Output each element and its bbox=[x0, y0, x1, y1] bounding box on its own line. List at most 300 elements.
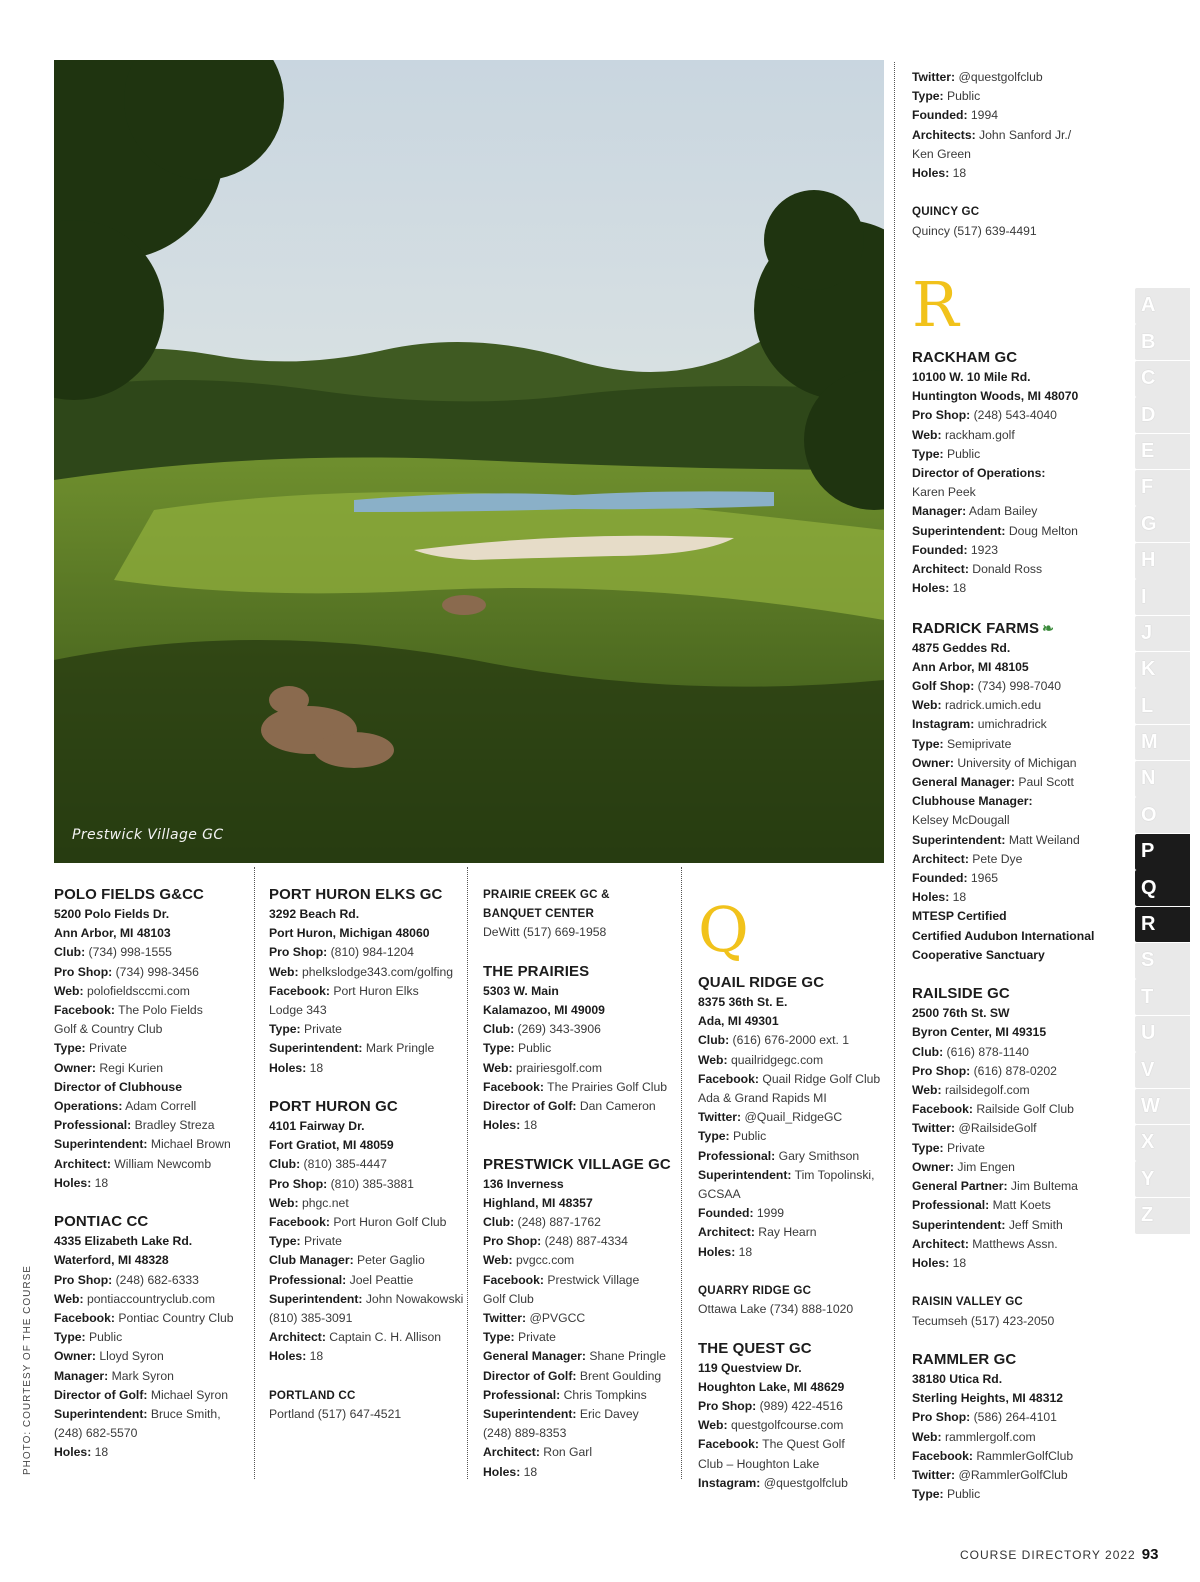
detail-label: Founded: bbox=[912, 108, 968, 123]
detail-line bbox=[483, 1271, 679, 1290]
detail-value: (616) 878-0202 bbox=[970, 1063, 1057, 1078]
directory-column-1 bbox=[54, 885, 254, 1463]
detail-label: Facebook: bbox=[269, 983, 330, 998]
detail-label: Owner: bbox=[54, 1060, 96, 1075]
detail-value: (734) 998-3456 bbox=[112, 964, 199, 979]
detail-line bbox=[54, 1386, 254, 1405]
detail-line bbox=[912, 869, 1127, 888]
course-name-text: PORT HURON ELKS GC bbox=[269, 886, 443, 903]
detail-line bbox=[483, 1039, 679, 1058]
detail-label: Golf Shop: bbox=[912, 679, 975, 694]
detail-value: RammlerGolfClub bbox=[972, 1448, 1074, 1463]
detail-value: DeWitt (517) 669-1958 bbox=[483, 925, 607, 940]
detail-line bbox=[483, 1347, 679, 1366]
detail-line bbox=[698, 1031, 890, 1050]
detail-value: Private bbox=[300, 1234, 342, 1249]
detail-value: Karen Peek bbox=[912, 485, 976, 500]
detail-line bbox=[912, 222, 1127, 241]
tab-f[interactable]: F bbox=[1135, 470, 1190, 506]
tab-h[interactable]: H bbox=[1135, 543, 1190, 579]
detail-value: Brent Goulding bbox=[576, 1368, 662, 1383]
detail-label: Operations: bbox=[54, 1099, 123, 1114]
detail-label: Architect: bbox=[269, 1330, 326, 1345]
detail-value: (810) 984-1204 bbox=[327, 945, 414, 960]
course-name-text: THE QUEST GC bbox=[698, 1339, 812, 1357]
detail-line bbox=[483, 1078, 679, 1097]
detail-line bbox=[54, 1020, 254, 1039]
detail-label: Director of Clubhouse bbox=[54, 1079, 182, 1094]
detail-label: Owner: bbox=[912, 1159, 954, 1174]
detail-value: (248) 682-6333 bbox=[112, 1272, 199, 1287]
course-entry bbox=[269, 1097, 465, 1367]
detail-line bbox=[269, 1039, 465, 1058]
detail-value: quailridgegc.com bbox=[727, 1052, 824, 1067]
detail-value: William Newcomb bbox=[110, 1156, 212, 1171]
detail-line bbox=[912, 406, 1127, 425]
tab-q[interactable]: Q bbox=[1135, 870, 1190, 906]
detail-value: Port Huron Golf Club bbox=[329, 1215, 447, 1230]
course-name: RAISIN VALLEY GC bbox=[912, 1295, 1023, 1309]
detail-line bbox=[912, 87, 1127, 106]
detail-label: Architect: bbox=[912, 562, 969, 577]
detail-value: Gary Smithson bbox=[775, 1148, 860, 1163]
detail-line bbox=[912, 888, 1127, 907]
course-name bbox=[269, 1097, 465, 1117]
detail-line bbox=[912, 1100, 1127, 1119]
detail-line: Port Huron, Michigan 48060 bbox=[269, 926, 430, 941]
detail-line: 5200 Polo Fields Dr. bbox=[54, 907, 170, 921]
detail-label: Twitter: bbox=[912, 70, 956, 84]
detail-value: The Prairies Golf Club bbox=[543, 1079, 668, 1094]
detail-line bbox=[269, 1001, 465, 1020]
detail-label: Club: bbox=[698, 1033, 730, 1048]
course-entry bbox=[54, 885, 254, 1193]
detail-label: Facebook: bbox=[912, 1102, 973, 1117]
detail-value: Bradley Streza bbox=[131, 1118, 215, 1133]
detail-label: Founded: bbox=[698, 1206, 754, 1221]
course-entry bbox=[912, 202, 1127, 240]
detail-line bbox=[698, 1455, 890, 1474]
detail-line bbox=[912, 907, 1127, 926]
detail-label: Holes: bbox=[483, 1118, 521, 1133]
course-entry bbox=[912, 1292, 1127, 1330]
detail-line: 38180 Utica Rd. bbox=[912, 1371, 1003, 1386]
detail-label: Web: bbox=[912, 1083, 942, 1098]
detail-value: @PVGCC bbox=[526, 1311, 586, 1326]
detail-value: Adam Correll bbox=[122, 1099, 197, 1114]
detail-label: Facebook: bbox=[483, 1079, 544, 1094]
detail-line: Huntington Woods, MI 48070 bbox=[912, 389, 1079, 404]
detail-label: Architect: bbox=[912, 1236, 969, 1251]
detail-line bbox=[54, 1174, 254, 1193]
detail-label: Certified Audubon International bbox=[912, 928, 1095, 943]
column-divider bbox=[254, 867, 255, 1479]
detail-value: Mark Syron bbox=[108, 1368, 174, 1383]
detail-line: Highland, MI 48357 bbox=[483, 1195, 593, 1210]
detail-line bbox=[54, 963, 254, 982]
detail-line bbox=[54, 1116, 254, 1135]
detail-value: Railside Golf Club bbox=[972, 1102, 1074, 1117]
detail-value: Public bbox=[514, 1041, 552, 1056]
detail-line bbox=[54, 1328, 254, 1347]
detail-value: Public bbox=[943, 1487, 981, 1502]
detail-line bbox=[698, 1204, 890, 1223]
detail-label: Superintendent: bbox=[912, 832, 1006, 847]
tab-v[interactable]: V bbox=[1135, 1052, 1190, 1088]
tab-d[interactable]: D bbox=[1135, 397, 1190, 433]
detail-line bbox=[698, 1051, 890, 1070]
detail-label: Type: bbox=[483, 1041, 515, 1056]
detail-value: polofieldsccmi.com bbox=[83, 983, 190, 998]
detail-label: Facebook: bbox=[54, 1003, 115, 1018]
detail-line bbox=[912, 677, 1127, 696]
detail-label: Holes: bbox=[269, 1060, 307, 1075]
detail-line bbox=[54, 1135, 254, 1154]
detail-line bbox=[912, 1447, 1127, 1466]
course-name bbox=[912, 984, 1127, 1004]
detail-value: 1994 bbox=[967, 108, 999, 123]
detail-label: Superintendent: bbox=[912, 1217, 1006, 1232]
detail-label: Holes: bbox=[483, 1464, 521, 1479]
detail-line bbox=[483, 1251, 679, 1270]
detail-line bbox=[912, 1119, 1127, 1138]
detail-value: Paul Scott bbox=[1014, 775, 1074, 790]
detail-label: Pro Shop: bbox=[269, 1176, 328, 1191]
detail-line bbox=[698, 1108, 890, 1127]
detail-label: Superintendent: bbox=[483, 1407, 577, 1422]
detail-value: (734) 998-7040 bbox=[974, 679, 1062, 694]
detail-value: @questgolfclub bbox=[760, 1475, 848, 1490]
course-name bbox=[54, 1212, 254, 1232]
detail-value: 1923 bbox=[967, 542, 999, 557]
tab-n[interactable]: N bbox=[1135, 761, 1190, 797]
detail-line bbox=[912, 831, 1127, 850]
tab-c[interactable]: C bbox=[1135, 361, 1190, 397]
detail-label: Type: bbox=[54, 1041, 86, 1056]
detail-label: Club: bbox=[269, 1157, 301, 1172]
detail-value: Lloyd Syron bbox=[95, 1349, 164, 1364]
detail-label: Pro Shop: bbox=[54, 1272, 113, 1287]
detail-line bbox=[269, 1309, 465, 1328]
detail-value: Jim Engen bbox=[953, 1159, 1015, 1174]
detail-label: Twitter: bbox=[912, 1467, 956, 1482]
detail-value: Captain C. H. Allison bbox=[325, 1330, 442, 1345]
course-name bbox=[912, 1350, 1127, 1370]
detail-value: (248) 543-4040 bbox=[970, 408, 1057, 423]
detail-line: Ada, MI 49301 bbox=[698, 1014, 779, 1029]
course-name-text: POLO FIELDS G&CC bbox=[54, 886, 204, 903]
detail-line bbox=[54, 1059, 254, 1078]
detail-label: Professional: bbox=[54, 1118, 132, 1133]
detail-value: Matthews Assn. bbox=[968, 1236, 1058, 1251]
detail-line bbox=[483, 1290, 679, 1309]
detail-line bbox=[483, 1405, 679, 1424]
course-entry bbox=[483, 962, 679, 1136]
detail-value: @RammlerGolfClub bbox=[955, 1467, 1068, 1482]
detail-value: Chris Tompkins bbox=[560, 1387, 647, 1402]
detail-label: Director of Golf: bbox=[483, 1099, 577, 1114]
detail-line: Houghton Lake, MI 48629 bbox=[698, 1379, 845, 1394]
course-name-text: PRESTWICK VILLAGE GC bbox=[483, 1155, 671, 1173]
detail-label: Professional: bbox=[912, 1198, 990, 1213]
course-entry bbox=[912, 1350, 1127, 1504]
detail-label: Superintendent: bbox=[912, 523, 1006, 538]
detail-line: Byron Center, MI 49315 bbox=[912, 1025, 1047, 1040]
tab-y[interactable]: Y bbox=[1135, 1161, 1190, 1197]
detail-label: Type: bbox=[483, 1330, 515, 1345]
tab-k[interactable]: K bbox=[1135, 652, 1190, 688]
tab-s[interactable]: S bbox=[1135, 943, 1190, 979]
detail-label: Type: bbox=[912, 736, 944, 751]
detail-label: General Manager: bbox=[483, 1349, 586, 1364]
detail-label: Type: bbox=[269, 1234, 301, 1249]
tab-e[interactable]: E bbox=[1135, 434, 1190, 470]
detail-label: Club: bbox=[912, 1044, 944, 1059]
detail-value: The Polo Fields bbox=[114, 1003, 203, 1018]
detail-label: Owner: bbox=[912, 755, 954, 770]
detail-line bbox=[912, 1428, 1127, 1447]
detail-value: (248) 889-8353 bbox=[483, 1426, 567, 1441]
detail-line bbox=[54, 1424, 254, 1443]
detail-line: 3292 Beach Rd. bbox=[269, 907, 360, 921]
detail-label: Facebook: bbox=[54, 1311, 115, 1326]
detail-line bbox=[912, 541, 1127, 560]
directory-column-4 bbox=[698, 885, 890, 1493]
detail-line bbox=[483, 1328, 679, 1347]
detail-line bbox=[269, 1213, 465, 1232]
detail-value: @questgolfclub bbox=[955, 70, 1043, 84]
detail-value: umichradrick bbox=[974, 717, 1047, 732]
tab-i[interactable]: I bbox=[1135, 579, 1190, 615]
course-entry bbox=[54, 1212, 254, 1462]
detail-line bbox=[912, 1043, 1127, 1062]
detail-value: Pontiac Country Club bbox=[114, 1311, 234, 1326]
detail-value: (810) 385-4447 bbox=[300, 1157, 387, 1172]
tab-r[interactable]: R bbox=[1135, 907, 1190, 943]
course-name: PRAIRIE CREEK GC & bbox=[483, 888, 610, 901]
detail-label: Web: bbox=[698, 1052, 728, 1067]
section-letter: Q bbox=[698, 893, 749, 966]
detail-value: Mark Pringle bbox=[362, 1041, 435, 1056]
tab-j[interactable]: J bbox=[1135, 616, 1190, 652]
detail-value: Matt Weiland bbox=[1005, 832, 1080, 847]
detail-line: 119 Questview Dr. bbox=[698, 1360, 802, 1375]
detail-line bbox=[698, 1070, 890, 1089]
detail-line bbox=[912, 1216, 1127, 1235]
detail-line bbox=[912, 1196, 1127, 1215]
detail-value: Peter Gaglio bbox=[353, 1253, 425, 1268]
detail-value: Ray Hearn bbox=[754, 1225, 817, 1240]
course-name-text: THE PRAIRIES bbox=[483, 962, 590, 980]
detail-label: Type: bbox=[54, 1330, 86, 1345]
detail-line bbox=[269, 1059, 465, 1078]
detail-label: Holes: bbox=[912, 166, 950, 181]
course-entry bbox=[698, 1281, 890, 1319]
detail-label: Founded: bbox=[912, 542, 968, 557]
detail-line bbox=[269, 1347, 465, 1366]
detail-line: 4335 Elizabeth Lake Rd. bbox=[54, 1234, 193, 1249]
detail-label: Web: bbox=[912, 1429, 942, 1444]
detail-line bbox=[483, 1020, 679, 1039]
detail-line bbox=[912, 164, 1127, 183]
column-divider bbox=[894, 62, 895, 1479]
detail-label: Pro Shop: bbox=[912, 408, 971, 423]
course-entry bbox=[912, 984, 1127, 1273]
detail-line bbox=[269, 1271, 465, 1290]
detail-label: Professional: bbox=[269, 1272, 347, 1287]
detail-label: Director of Golf: bbox=[483, 1368, 577, 1383]
course-name-text: PONTIAC CC bbox=[54, 1213, 149, 1231]
tab-o[interactable]: O bbox=[1135, 797, 1190, 833]
detail-value: 18 bbox=[520, 1464, 538, 1479]
detail-line bbox=[54, 1405, 254, 1424]
detail-label: Web: bbox=[698, 1418, 728, 1433]
detail-value: Jeff Smith bbox=[1005, 1217, 1063, 1232]
detail-value: Port Huron Elks bbox=[329, 983, 419, 998]
detail-value: Semiprivate bbox=[943, 736, 1012, 751]
detail-line bbox=[698, 1089, 890, 1108]
detail-line bbox=[912, 445, 1127, 464]
detail-line bbox=[698, 1127, 890, 1146]
tab-b[interactable]: B bbox=[1135, 324, 1190, 360]
detail-line bbox=[912, 579, 1127, 598]
tab-t[interactable]: T bbox=[1135, 979, 1190, 1015]
detail-value: John Sanford Jr./ bbox=[975, 127, 1072, 142]
detail-line bbox=[912, 68, 1127, 87]
tab-a[interactable]: A bbox=[1135, 288, 1190, 324]
tab-x[interactable]: X bbox=[1135, 1125, 1190, 1161]
detail-line bbox=[483, 1116, 679, 1135]
detail-value: Public bbox=[85, 1330, 123, 1345]
detail-value: Ada & Grand Rapids MI bbox=[698, 1091, 827, 1106]
detail-line: Kalamazoo, MI 49009 bbox=[483, 1003, 605, 1017]
detail-line bbox=[912, 483, 1127, 502]
detail-value: Kelsey McDougall bbox=[912, 813, 1010, 828]
course-name: PORTLAND CC bbox=[269, 1388, 356, 1402]
detail-value: Ken Green bbox=[912, 146, 971, 161]
detail-value: Ron Garl bbox=[539, 1445, 593, 1460]
detail-value: Shane Pringle bbox=[585, 1349, 666, 1364]
detail-label: Facebook: bbox=[698, 1071, 759, 1086]
detail-line bbox=[912, 773, 1127, 792]
tab-l[interactable]: L bbox=[1135, 688, 1190, 724]
detail-line bbox=[912, 1466, 1127, 1485]
detail-line: 2500 76th St. SW bbox=[912, 1006, 1010, 1021]
detail-value: prairiesgolf.com bbox=[512, 1060, 602, 1075]
course-entry bbox=[912, 68, 1127, 183]
detail-label: Pro Shop: bbox=[483, 1234, 542, 1249]
detail-value: Dan Cameron bbox=[576, 1099, 656, 1114]
detail-line bbox=[698, 1243, 890, 1262]
detail-line bbox=[912, 464, 1127, 483]
detail-value: John Nowakowski bbox=[362, 1291, 464, 1306]
detail-label: Twitter: bbox=[483, 1311, 527, 1326]
detail-label: Type: bbox=[912, 446, 944, 461]
photo-credit: PHOTO: COURTESY OF THE COURSE bbox=[22, 1265, 33, 1475]
detail-value: Quail Ridge Golf Club bbox=[758, 1071, 881, 1086]
detail-value: University of Michigan bbox=[953, 755, 1077, 770]
detail-value: Golf Club bbox=[483, 1291, 534, 1306]
course-entry bbox=[269, 885, 465, 1078]
detail-label: Superintendent: bbox=[54, 1407, 148, 1422]
detail-value: Private bbox=[514, 1330, 556, 1345]
course-name bbox=[698, 1339, 890, 1359]
course-name: QUINCY GC bbox=[912, 205, 980, 219]
detail-label: Holes: bbox=[54, 1175, 92, 1190]
detail-value: (248) 887-1762 bbox=[514, 1215, 601, 1230]
detail-line bbox=[269, 963, 465, 982]
detail-line bbox=[483, 1424, 679, 1443]
detail-line: 4101 Fairway Dr. bbox=[269, 1119, 365, 1134]
column-divider bbox=[467, 867, 468, 1479]
course-name-text: RACKHAM GC bbox=[912, 349, 1018, 366]
detail-label: Facebook: bbox=[912, 1448, 973, 1463]
detail-line bbox=[912, 145, 1127, 164]
detail-line bbox=[698, 1147, 890, 1166]
detail-line bbox=[483, 1367, 679, 1386]
tab-p[interactable]: P bbox=[1135, 834, 1190, 870]
detail-label: Instagram: bbox=[912, 717, 975, 732]
detail-line bbox=[698, 1474, 890, 1493]
tab-w[interactable]: W bbox=[1135, 1089, 1190, 1125]
detail-value: (586) 264-4101 bbox=[970, 1410, 1057, 1425]
detail-line bbox=[54, 1155, 254, 1174]
detail-label: Founded: bbox=[912, 871, 968, 886]
detail-label: General Manager: bbox=[912, 775, 1015, 790]
detail-line bbox=[912, 106, 1127, 125]
column-divider bbox=[681, 867, 682, 1479]
detail-line bbox=[912, 1408, 1127, 1427]
tab-z[interactable]: Z bbox=[1135, 1198, 1190, 1234]
course-name-text: QUAIL RIDGE GC bbox=[698, 974, 825, 991]
detail-line bbox=[54, 943, 254, 962]
detail-value: Private bbox=[85, 1041, 127, 1056]
tab-m[interactable]: M bbox=[1135, 725, 1190, 761]
detail-line: 4875 Geddes Rd. bbox=[912, 640, 1011, 655]
course-entry bbox=[269, 1386, 465, 1424]
detail-line: 136 Inverness bbox=[483, 1176, 564, 1191]
detail-value: Joel Peattie bbox=[346, 1272, 414, 1287]
detail-line: Fort Gratiot, MI 48059 bbox=[269, 1138, 394, 1153]
detail-label: Web: bbox=[54, 1291, 84, 1306]
detail-line bbox=[54, 1309, 254, 1328]
tab-u[interactable]: U bbox=[1135, 1016, 1190, 1052]
detail-label: Facebook: bbox=[269, 1215, 330, 1230]
course-name-text: PORT HURON GC bbox=[269, 1098, 398, 1116]
course-name: QUARRY RIDGE GC bbox=[698, 1284, 812, 1298]
detail-label: Club Manager: bbox=[269, 1253, 354, 1268]
detail-line bbox=[269, 1155, 465, 1174]
detail-line bbox=[912, 946, 1127, 965]
detail-label: Holes: bbox=[912, 890, 950, 905]
directory-column-3 bbox=[483, 885, 679, 1482]
course-name bbox=[483, 962, 679, 982]
detail-line bbox=[54, 1367, 254, 1386]
tab-g[interactable]: G bbox=[1135, 506, 1190, 542]
detail-label: Holes: bbox=[269, 1349, 307, 1364]
detail-line bbox=[698, 1416, 890, 1435]
course-name bbox=[912, 618, 1127, 639]
course-entry bbox=[483, 885, 679, 943]
detail-value: 18 bbox=[735, 1244, 753, 1259]
detail-line: 5303 W. Main bbox=[483, 983, 559, 998]
detail-value: railsidegolf.com bbox=[941, 1083, 1030, 1098]
detail-value: Regi Kurien bbox=[95, 1060, 164, 1075]
detail-value: Public bbox=[943, 446, 981, 461]
detail-value: Public bbox=[729, 1129, 767, 1144]
detail-line bbox=[698, 1397, 890, 1416]
detail-line bbox=[54, 1001, 254, 1020]
